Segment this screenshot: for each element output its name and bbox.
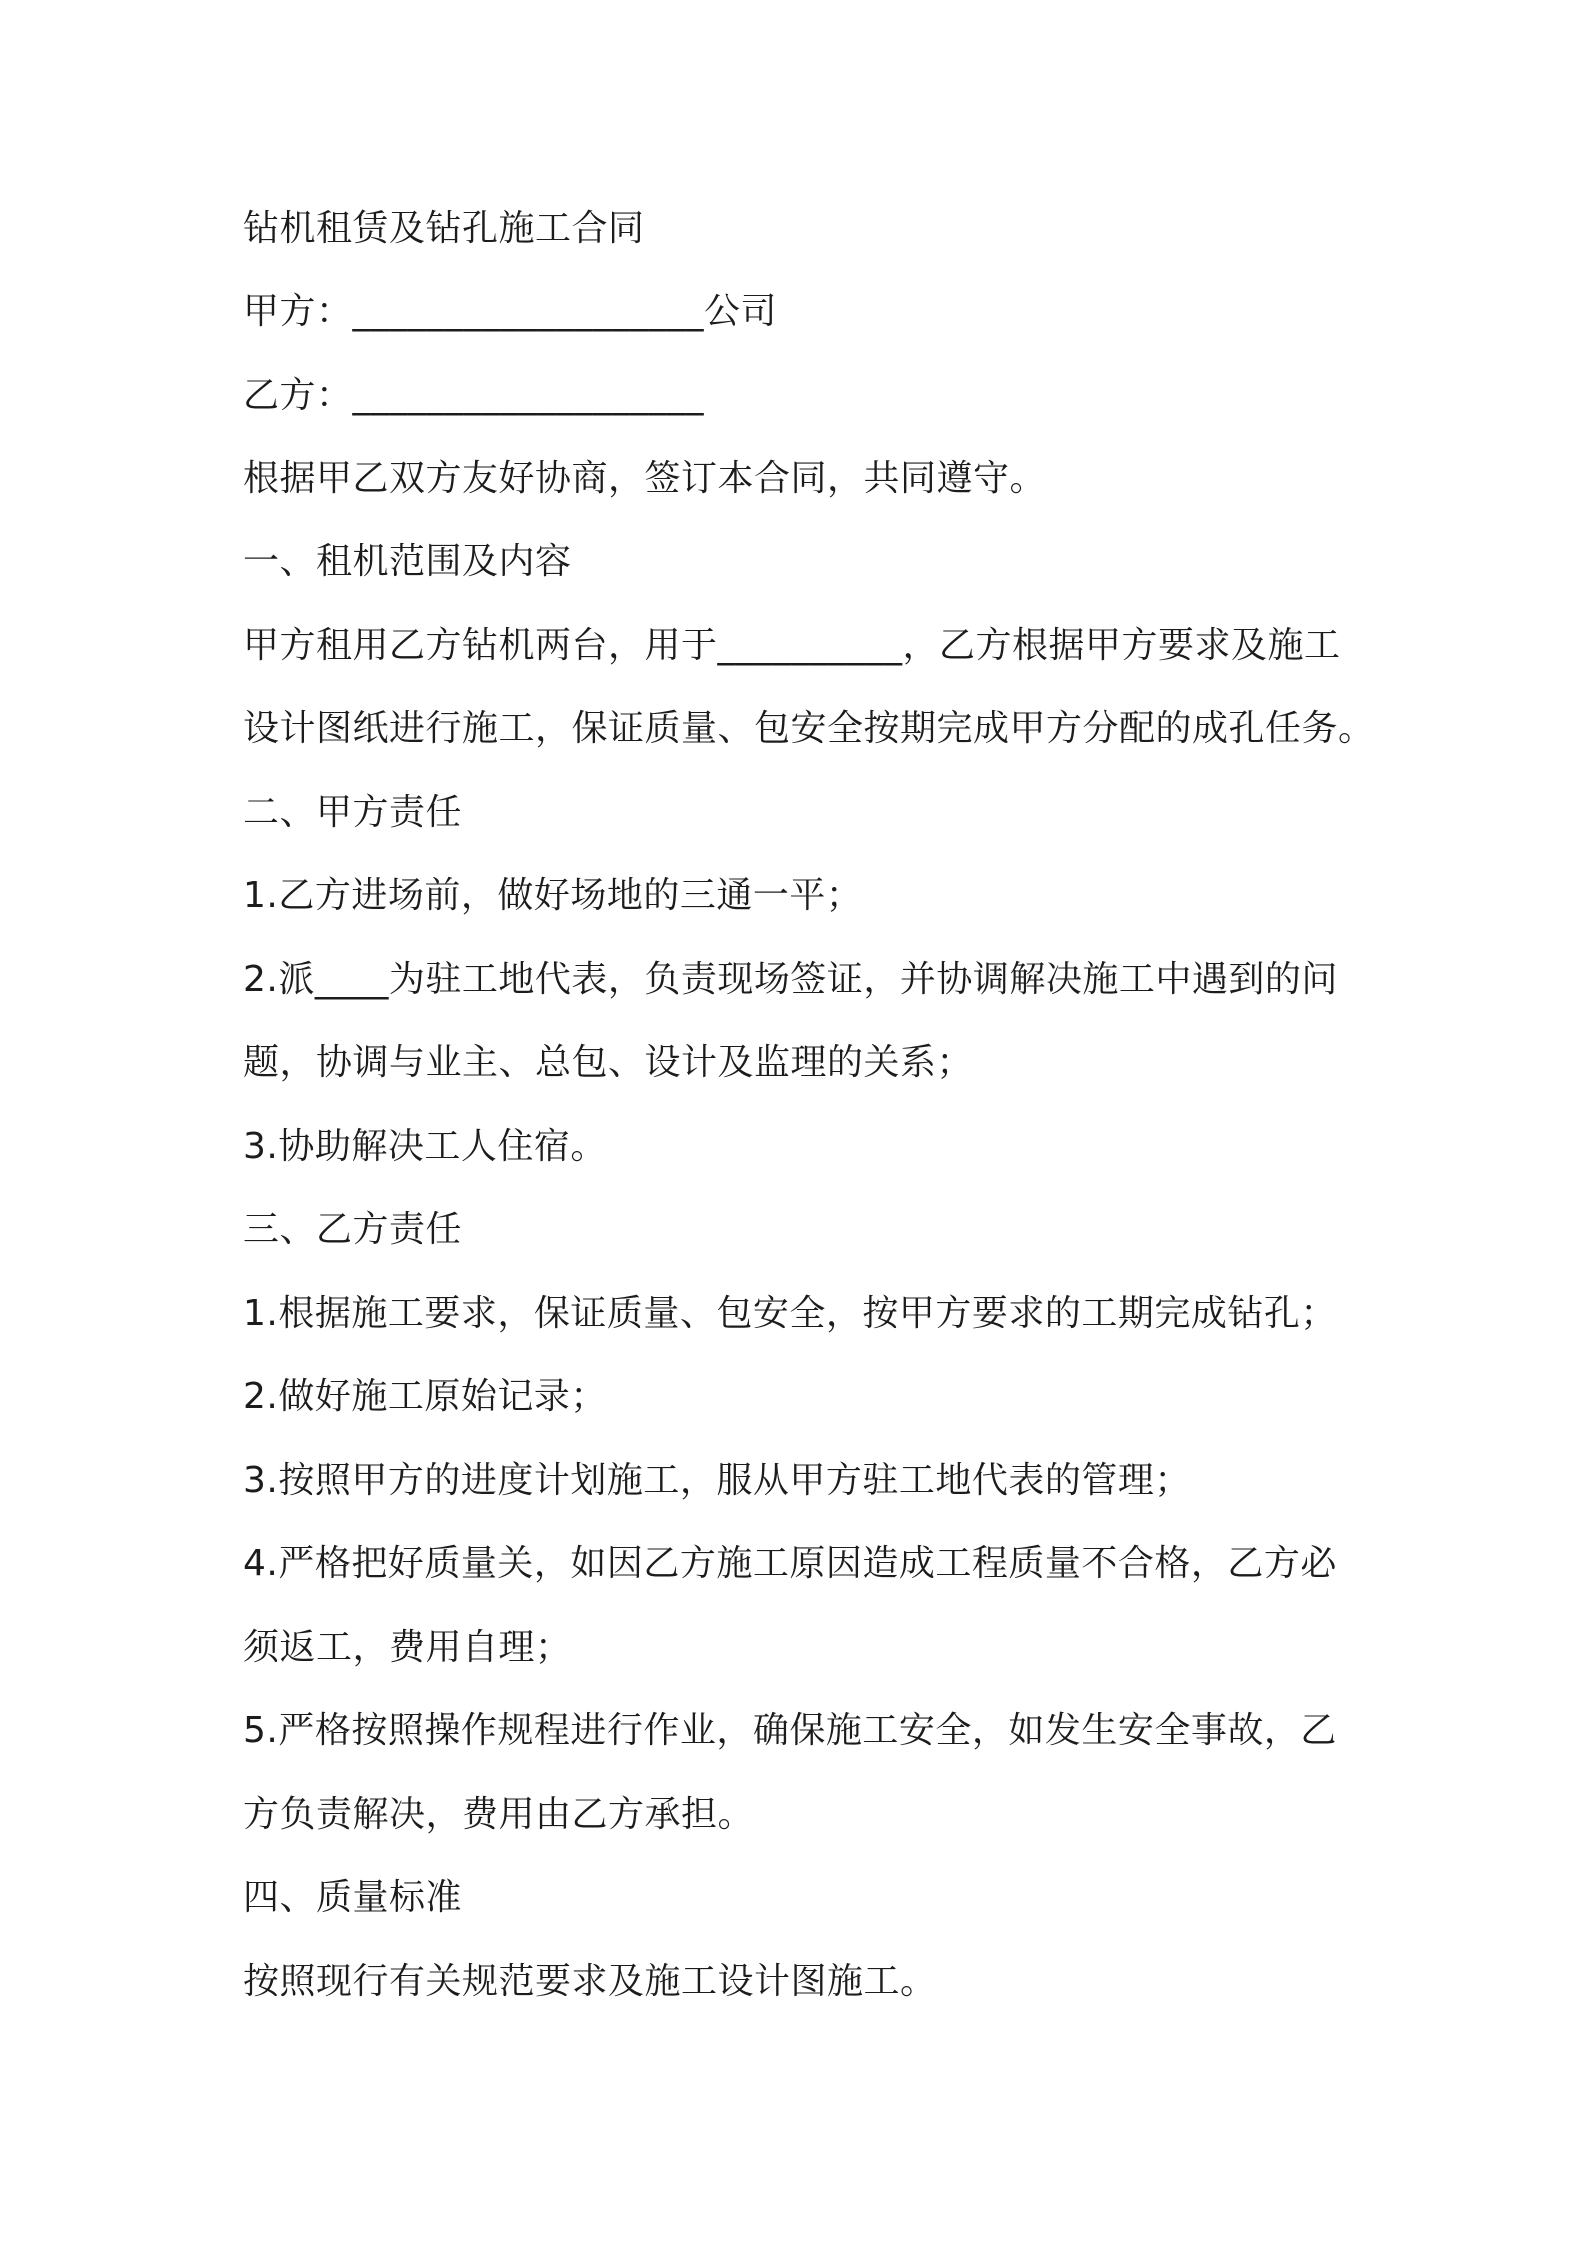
section-3-item: 4.严格把好质量关，如因乙方施工原因造成工程质量不合格，乙方必 <box>243 1543 1337 1584</box>
intro-paragraph: 根据甲乙双方友好协商，签订本合同，共同遵守。 <box>243 458 1047 499</box>
section-1-line: 甲方租用乙方钻机两台，用于__________，乙方根据甲方要求及施工 <box>243 625 1341 666</box>
section-2-heading: 二、甲方责任 <box>243 792 463 833</box>
party-b-line: 乙方：___________________ <box>243 375 705 416</box>
section-3-item: 5.严格按照操作规程进行作业，确保施工安全，如发生安全事故，乙 <box>243 1710 1337 1751</box>
section-2-item: 题，协调与业主、总包、设计及监理的关系； <box>243 1042 974 1083</box>
party-a-line: 甲方：___________________公司 <box>243 291 778 332</box>
section-2-item: 3.协助解决工人住宿。 <box>243 1126 607 1167</box>
section-3-heading: 三、乙方责任 <box>243 1209 463 1250</box>
section-3-item: 2.做好施工原始记录； <box>243 1376 607 1417</box>
section-3-item: 3.按照甲方的进度计划施工，服从甲方驻工地代表的管理； <box>243 1460 1191 1501</box>
section-2-item: 2.派____为驻工地代表，负责现场签证，并协调解决施工中遇到的问 <box>243 959 1338 1000</box>
section-4-line: 按照现行有关规范要求及施工设计图施工。 <box>243 1961 937 2002</box>
section-3-item: 须返工，费用自理； <box>243 1627 572 1668</box>
section-1-heading: 一、租机范围及内容 <box>243 541 572 582</box>
section-2-item: 1.乙方进场前，做好场地的三通一平； <box>243 875 863 916</box>
section-4-heading: 四、质量标准 <box>243 1877 463 1918</box>
section-3-item: 方负责解决，费用由乙方承担。 <box>243 1794 755 1835</box>
document-title: 钻机租赁及钻孔施工合同 <box>243 208 645 249</box>
section-3-item: 1.根据施工要求，保证质量、包安全，按甲方要求的工期完成钻孔； <box>243 1293 1337 1334</box>
section-1-line: 设计图纸进行施工，保证质量、包安全按期完成甲方分配的成孔任务。 <box>243 708 1375 749</box>
